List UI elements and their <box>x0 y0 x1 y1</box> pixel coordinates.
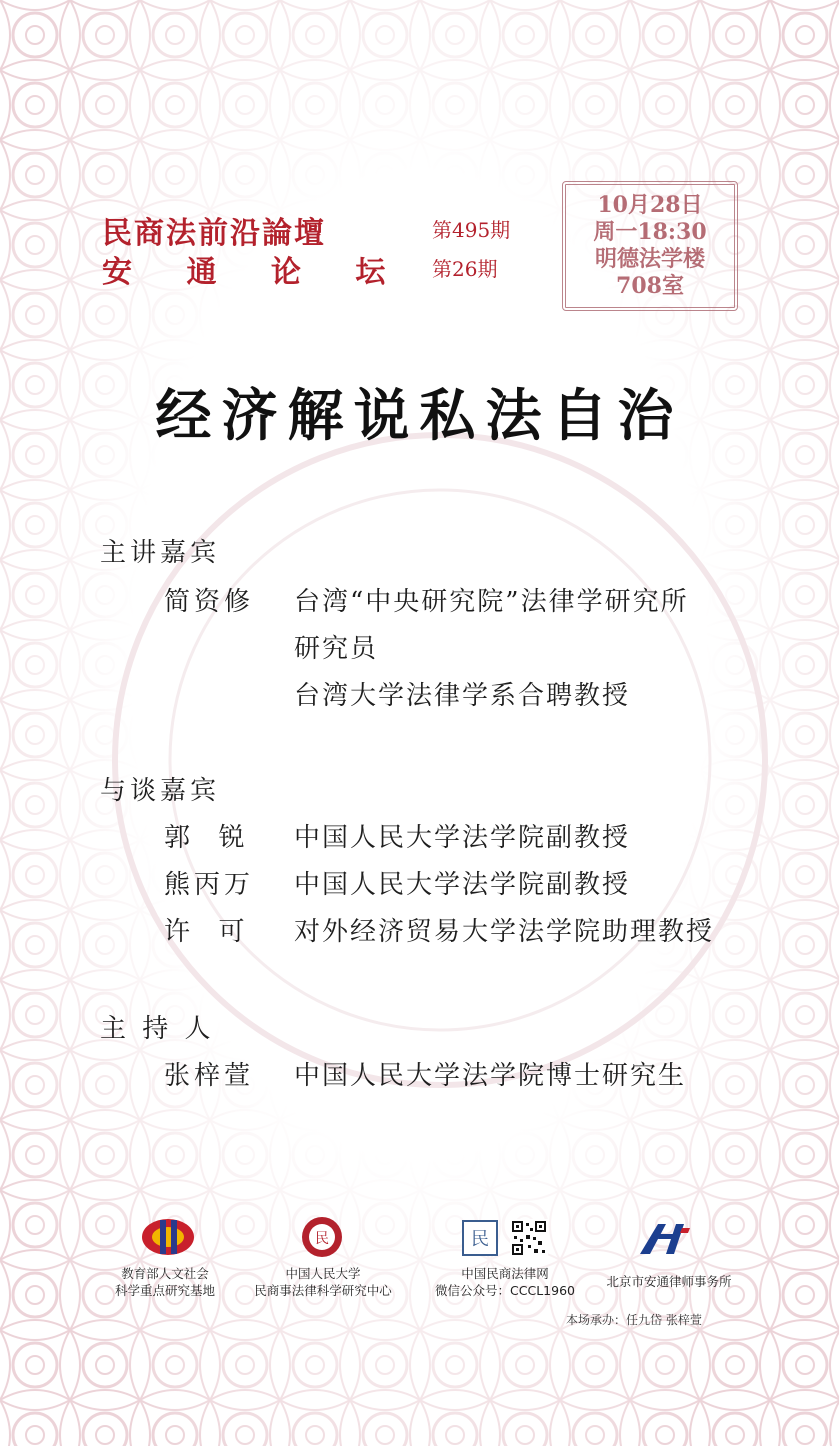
ruc-center-logo <box>240 1265 406 1299</box>
host-name: 张梓萱 <box>164 1061 255 1091</box>
ruc-center-line2: 民商事法律科学研究中心 <box>254 1283 392 1298</box>
discussant-affiliation: 中国人民大学法学院副教授 <box>294 870 631 900</box>
cccl-logo-icon <box>461 1219 501 1257</box>
antong-law-firm-name: 北京市安通律师事务所 <box>606 1274 732 1289</box>
keynote-speaker-affiliation-2: 台湾大学法律学系合聘教授 <box>294 681 631 711</box>
moe-base-line2: 科学重点研究基地 <box>114 1283 215 1298</box>
stamp-building: 明德法学楼 <box>594 246 705 272</box>
keynote-speaker-title: 研究员 <box>294 634 379 664</box>
discussant-name: 郭 锐 <box>164 823 249 853</box>
svg-text:民: 民 <box>471 1229 489 1250</box>
discussants-label: 与谈嘉宾 <box>100 776 221 806</box>
qr-code-icon <box>510 1219 548 1257</box>
svg-text:民: 民 <box>315 1231 329 1247</box>
stamp-time: 周一18:30 <box>593 219 707 245</box>
moe-base-logo <box>90 1265 240 1299</box>
forum-name-secondary: 安 通 论 坛 <box>102 255 408 290</box>
moe-base-line1: 教育部人文社会 <box>121 1266 209 1281</box>
discussant-affiliation: 对外经济贸易大学法学院助理教授 <box>294 917 715 947</box>
organizer-credit: 本场承办：任九岱 张梓萱 <box>566 1313 702 1327</box>
date-location-stamp <box>562 181 738 311</box>
host-label: 主 持 人 <box>100 1014 215 1044</box>
discussant-affiliation: 中国人民大学法学院副教授 <box>294 823 631 853</box>
cccl-line1: 中国民商法律网 <box>461 1266 549 1281</box>
keynote-label: 主讲嘉宾 <box>100 538 221 568</box>
moe-base-logo-icon <box>138 1214 198 1260</box>
keynote-speaker-affiliation: 台湾“中央研究院”法律学研究所 <box>294 587 689 617</box>
discussant-name: 熊丙万 <box>164 870 255 900</box>
discussant-name: 许 可 <box>164 917 249 947</box>
forum-issue-primary: 第495期 <box>432 218 511 242</box>
antong-law-firm-logo-icon <box>636 1222 694 1256</box>
host-affiliation: 中国人民大学法学院博士研究生 <box>294 1061 687 1091</box>
stamp-date: 10月28日 <box>597 192 703 218</box>
cccl-line2: 微信公众号：CCCL1960 <box>435 1283 575 1298</box>
forum-name-primary: 民商法前沿論壇 <box>102 216 326 251</box>
ruc-center-logo-icon <box>300 1215 344 1259</box>
ruc-center-line1: 中国人民大学 <box>285 1266 361 1281</box>
forum-issue-secondary: 第26期 <box>432 257 498 281</box>
keynote-speaker-name: 简资修 <box>164 587 255 617</box>
stamp-room: 708室 <box>616 273 684 299</box>
lecture-title: 经济解说私法自治 <box>155 383 684 449</box>
cccl-logo <box>420 1265 590 1299</box>
